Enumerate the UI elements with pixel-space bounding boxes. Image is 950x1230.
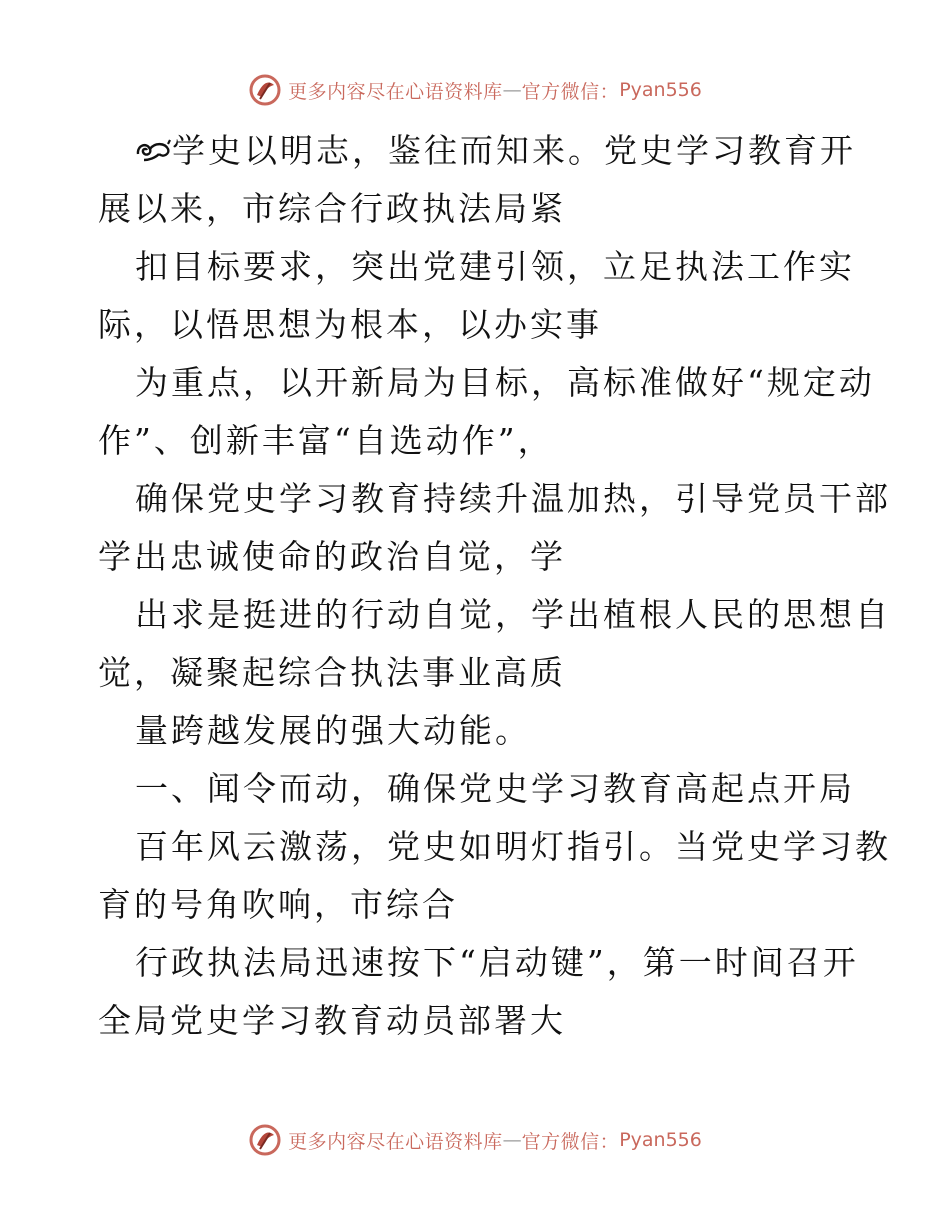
text-line-2: 展以来，市综合行政执法局紧 [98, 189, 566, 228]
brand-logo-icon [248, 1123, 282, 1157]
text-line-14: 育的号角吹响，市综合 [98, 885, 458, 924]
header-contact-id: Pyan556 [619, 79, 702, 101]
section-heading: 一、闻令而动，确保党史学习教育高起点开局 [135, 769, 855, 808]
header-brand-text: 更多内容尽在心语资料库 [288, 80, 503, 103]
footer-contact-id: Pyan556 [619, 1129, 702, 1151]
text-line-7: 确保党史学习教育持续升温加热，引导党员干部 [135, 479, 891, 518]
footer-brand-text: 更多内容尽在心语资料库 [288, 1130, 503, 1153]
text-line-16: 全局党史学习教育动员部署大 [98, 1001, 566, 1040]
flower-ornament-icon [135, 136, 172, 166]
text-line: 学史以明志，鉴往而知来。党史学习教育开 [172, 131, 856, 170]
footer-watermark [0, 1120, 950, 1160]
text-line-6: 作”、创新丰富“自选动作”， [98, 421, 554, 460]
text-line-13: 百年风云激荡，党史如明灯指引。当党史学习教 [135, 827, 891, 866]
text-line-10: 觉，凝聚起综合执法事业高质 [98, 653, 566, 692]
document-body [98, 122, 891, 1050]
text-line-3: 扣目标要求，突出党建引领，立足执法工作实 [135, 247, 855, 286]
header-contact-label: 官方微信： [521, 80, 620, 103]
text-line-11: 量跨越发展的强大动能。 [135, 711, 531, 750]
footer-contact-label: 官方微信： [521, 1130, 620, 1153]
text-line-15: 行政执法局迅速按下“启动键”，第一时间召开 [135, 943, 859, 982]
text-line-5: 为重点，以开新局为目标，高标准做好“规定动 [135, 363, 875, 402]
text-line-1 [98, 122, 858, 180]
text-line-8: 学出忠诚使命的政治自觉，学 [98, 537, 566, 576]
text-line-9: 出求是挺进的行动自觉，学出植根人民的思想自 [135, 595, 891, 634]
footer-separator: — [502, 1129, 522, 1151]
header-separator: — [502, 79, 522, 101]
brand-logo-icon [248, 73, 282, 107]
text-line-4: 际，以悟思想为根本，以办实事 [98, 305, 602, 344]
header-watermark [0, 70, 950, 110]
